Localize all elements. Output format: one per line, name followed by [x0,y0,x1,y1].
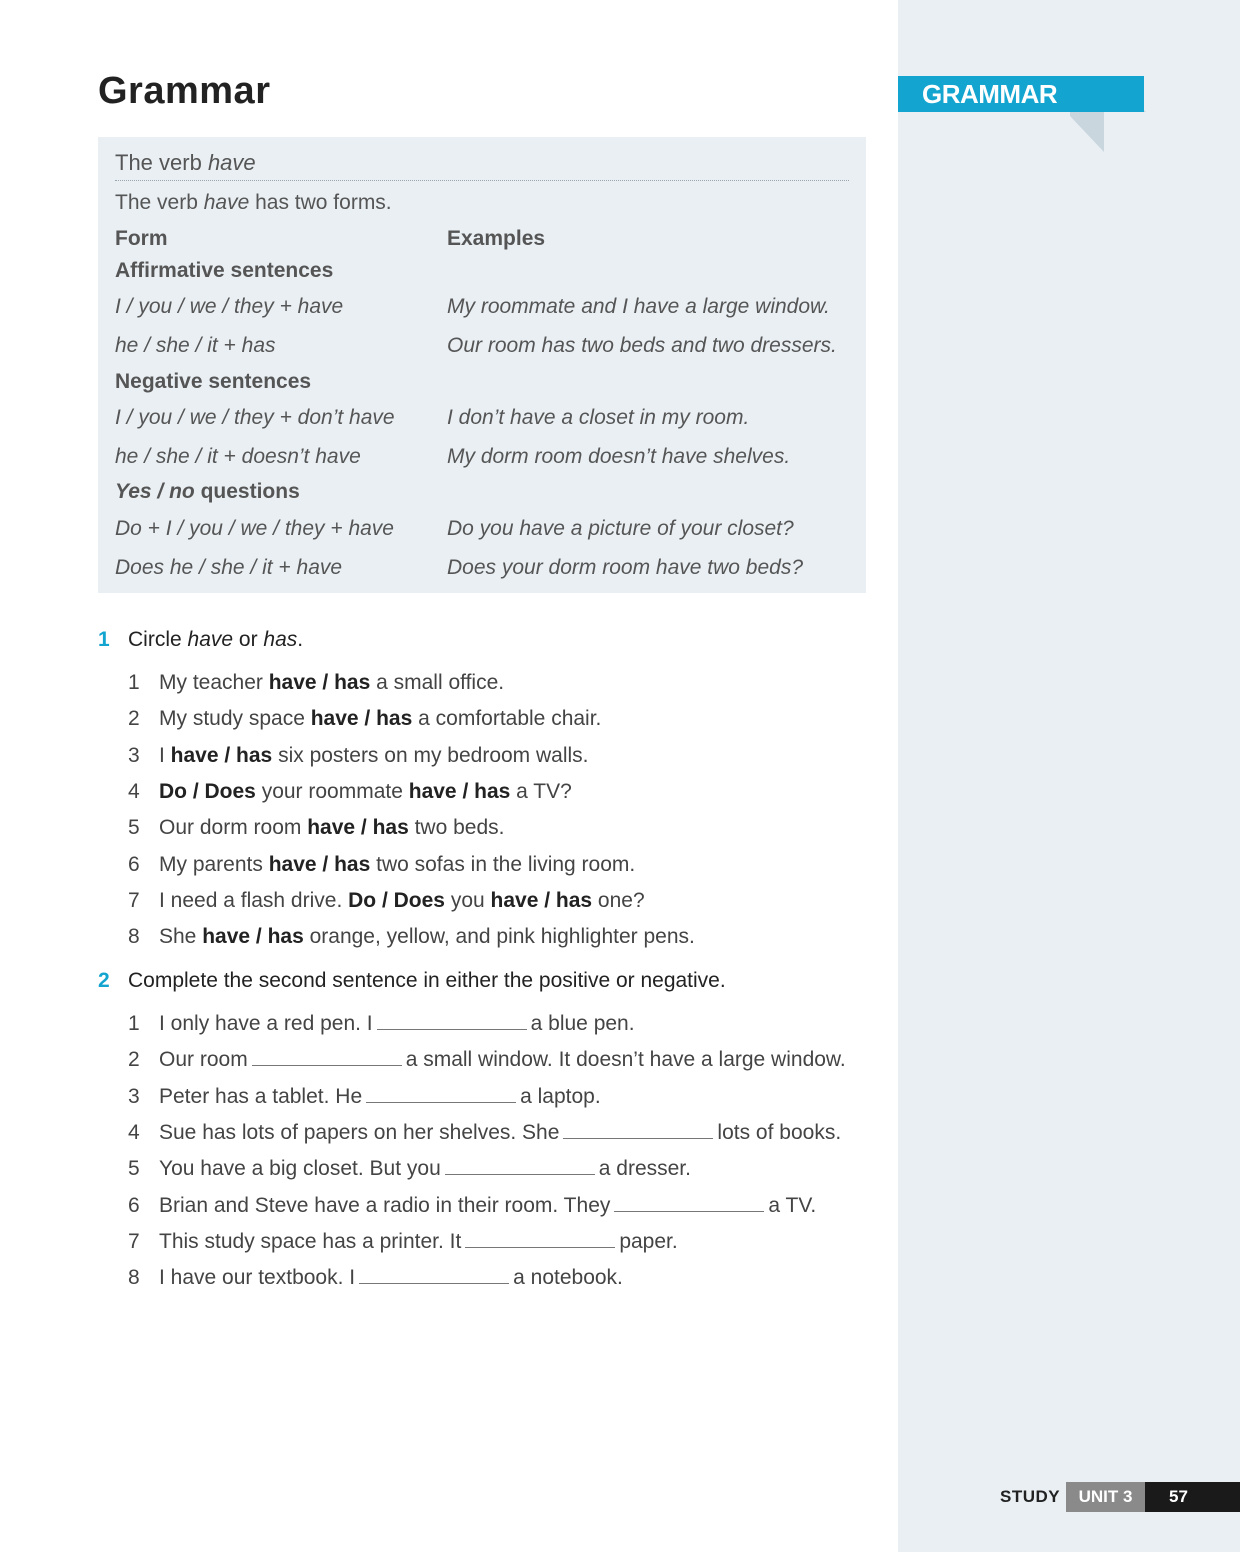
item-number: 6 [128,852,140,876]
choice-option[interactable]: have / has [490,888,593,912]
grammar-box-title: The verb have [115,150,256,175]
item-number: 1 [128,671,140,694]
example-cell: I don’t have a closet in my room. [447,406,750,429]
choice-option[interactable]: Do / Does [348,888,445,912]
form-cell: he / she / it + doesn’t have [115,445,361,468]
item-text: My study space [159,707,311,731]
exercise-2-item [128,1266,623,1290]
questions-heading: Yes / no questions [115,480,300,503]
item-number: 3 [128,743,140,767]
choice-option[interactable]: have / has [307,816,409,840]
column-header-examples: Examples [447,227,546,250]
item-number: 2 [128,1048,140,1072]
choice-option[interactable]: Do / Does [159,779,256,803]
exercise-2-number: 2 [98,969,110,992]
form-cell: he / she / it + has [115,334,276,357]
form-cell: Do + I / you / we / they + have [115,517,394,540]
choice-option[interactable]: have / has [408,779,511,803]
exercise-1-number: 1 [98,628,110,651]
exercise-1-item [128,816,505,840]
choice-option[interactable]: have / has [268,852,371,876]
exercise-2-item [128,1012,635,1036]
answer-blank[interactable] [563,1124,713,1139]
item-number: 2 [128,707,140,731]
grammar-box-intro: The verb have has two forms. [115,191,392,214]
form-cell: I / you / we / they + don’t have [115,406,395,429]
exercise-1-item [128,925,695,949]
item-number: 8 [128,1266,140,1290]
item-text: your roommate [255,779,409,803]
exercise-2-item [128,1194,816,1218]
page-number: 57 [1145,1482,1240,1512]
item-text-after: a dresser. [598,1157,691,1181]
item-text: My parents [159,852,269,876]
exercise-2-instruction: Complete the second sentence in either the positive or negative. [128,969,726,992]
item-number: 7 [128,888,140,912]
column-header-form: Form [115,227,168,250]
item-text: I [159,743,171,767]
item-text: I need a flash drive. [159,888,349,912]
exercise-1-item [128,707,601,731]
item-text: a TV? [510,779,572,803]
exercise-2-item [128,1085,601,1109]
exercise-2-item [128,1121,841,1145]
item-text: six posters on my bedroom walls. [272,743,589,767]
answer-blank[interactable] [252,1051,402,1066]
item-text-after: a notebook. [513,1266,623,1290]
exercise-2-item [128,1230,678,1254]
item-text-before: You have a big closet. But you [159,1157,441,1181]
exercise-1-item [128,780,572,804]
example-cell: Do you have a picture of your closet? [447,517,794,540]
item-text: you [444,888,491,912]
sidebar-panel [898,0,1240,1552]
grammar-tab-label: GRAMMAR [922,79,1058,109]
form-cell: Does he / she / it + have [115,556,343,579]
choice-option[interactable]: have / has [310,707,413,731]
item-text-after: a TV. [768,1193,817,1217]
page-footer [990,1482,1240,1512]
item-text: She [159,925,203,949]
exercise-1-item [128,889,645,913]
exercise-2-item [128,1157,691,1181]
answer-blank[interactable] [366,1088,516,1103]
choice-option[interactable]: have / has [202,925,304,949]
answer-blank[interactable] [465,1233,615,1248]
choice-option[interactable]: have / has [170,743,273,767]
exercise-1-item [128,853,635,877]
answer-blank[interactable] [445,1160,595,1175]
answer-blank[interactable] [614,1197,764,1212]
item-number: 7 [128,1229,140,1253]
item-text: My teacher [159,671,269,694]
footer-unit: UNIT 3 [1066,1482,1145,1512]
example-cell: Our room has two beds and two dressers. [447,334,837,357]
exercise-1-item [128,744,589,768]
item-text-after: lots of books. [717,1120,842,1144]
grammar-box [98,137,866,593]
item-number: 4 [128,779,140,803]
item-text-after: a blue pen. [530,1012,635,1035]
item-text: a small office. [370,671,505,694]
item-text-before: Brian and Steve have a radio in their room. They [159,1193,611,1217]
answer-blank[interactable] [377,1015,527,1030]
item-number: 1 [128,1012,140,1035]
item-text-after: a small window. It doesn’t have a large window. [405,1048,846,1072]
item-text-after: a laptop. [520,1084,601,1108]
item-text: Our dorm room [159,816,308,840]
item-text: two beds. [408,816,505,840]
item-number: 3 [128,1084,140,1108]
example-cell: My roommate and I have a large window. [447,295,830,318]
answer-blank[interactable] [359,1269,509,1284]
item-text-before: Our room [159,1048,248,1072]
item-text-before: I have our textbook. I [159,1266,356,1290]
grammar-box-divider [115,180,849,181]
choice-option[interactable]: have / has [268,671,371,694]
item-number: 8 [128,925,140,949]
item-text: orange, yellow, and pink highlighter pens. [303,925,695,949]
item-text-after: paper. [619,1229,678,1253]
form-cell: I / you / we / they + have [115,295,344,318]
item-number: 4 [128,1120,140,1144]
item-text: a comfortable chair. [412,707,602,731]
exercise-1-item [128,671,504,695]
item-text-before: Peter has a tablet. He [159,1084,363,1108]
exercise-2-item [128,1048,846,1072]
footer-section: STUDY [1000,1487,1061,1506]
item-text-before: Sue has lots of papers on her shelves. She [159,1120,560,1144]
item-text: one? [592,888,645,912]
item-text: two sofas in the living room. [370,852,636,876]
page-title: Grammar [98,70,271,112]
item-text-before: I only have a red pen. I [159,1012,373,1035]
item-number: 5 [128,816,140,840]
example-cell: My dorm room doesn’t have shelves. [447,445,791,468]
negative-heading: Negative sentences [115,370,312,393]
item-text-before: This study space has a printer. It [159,1229,462,1253]
grammar-tab [898,76,1144,112]
item-number: 5 [128,1157,140,1181]
item-number: 6 [128,1193,140,1217]
affirmative-heading: Affirmative sentences [115,259,334,282]
exercise-1-instruction: Circle have or has. [128,628,304,651]
example-cell: Does your dorm room have two beds? [447,556,804,579]
